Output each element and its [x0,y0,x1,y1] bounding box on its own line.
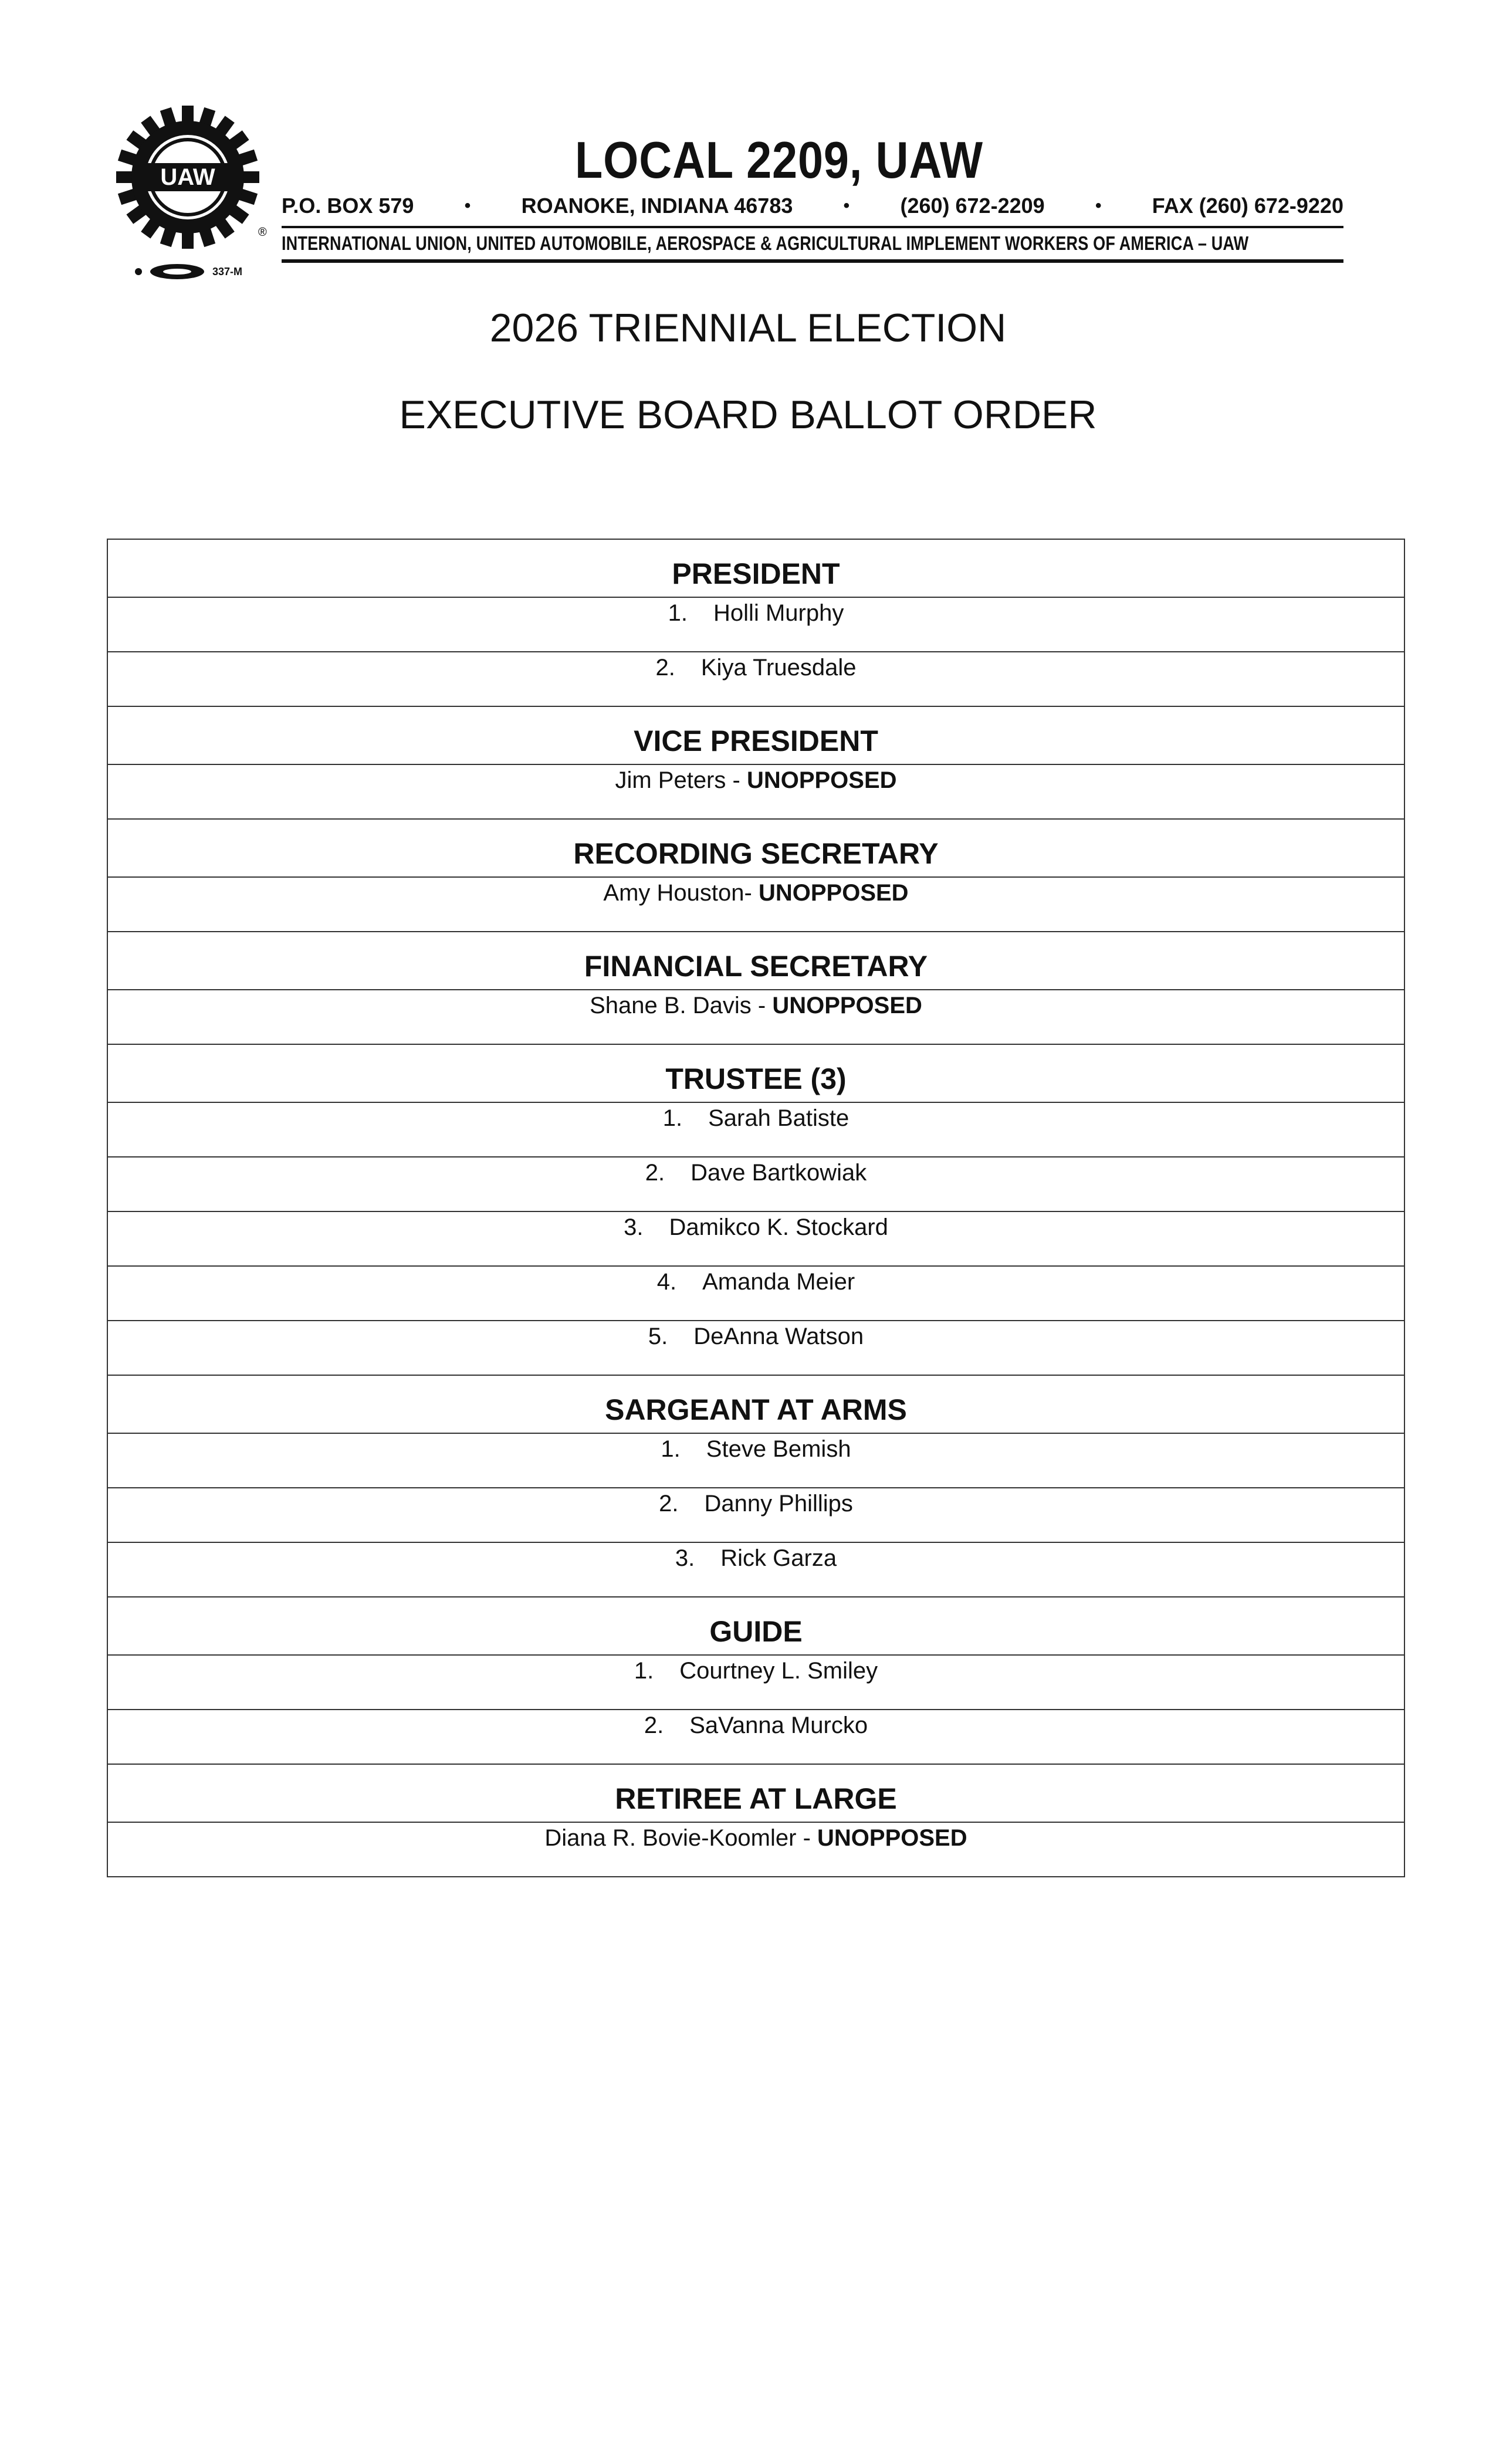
candidate-name: Damikco K. Stockard [669,1214,888,1240]
ballot-table [107,539,1405,1877]
candidate-name: SaVanna Murcko [689,1712,868,1738]
office-row [107,539,1404,597]
candidate-number: 4. [656,1269,677,1295]
candidate-cell [107,1211,1404,1266]
candidate-status: UNOPPOSED [772,993,922,1018]
candidate-row [107,1433,1404,1488]
candidate-cell [107,1266,1404,1321]
address: ROANOKE, INDIANA 46783 [521,194,793,218]
candidate-row [107,1211,1404,1266]
candidate-number: 1. [662,1105,683,1131]
letterhead [111,94,1343,293]
candidate-number: 3. [624,1214,644,1240]
office-title: SARGEANT AT ARMS [107,1375,1404,1433]
candidate-name: Rick Garza [720,1545,837,1571]
candidate-number: 1. [668,600,688,626]
candidate-name: Jim Peters - [615,767,747,793]
separator: • [1095,196,1102,215]
office-title: RECORDING SECRETARY [107,819,1404,877]
candidate-number: 1. [661,1436,681,1462]
letterhead-rule [282,259,1343,263]
office-row [107,1764,1404,1822]
po-box: P.O. BOX 579 [282,194,414,218]
office-row [107,932,1404,990]
candidate-row [107,652,1404,706]
candidate-cell [107,877,1404,932]
separator: • [843,196,850,215]
candidate-cell [107,990,1404,1044]
candidate-name: Kiya Truesdale [700,655,857,681]
candidate-row [107,877,1404,932]
candidate-row [107,1655,1404,1710]
candidate-number: 3. [675,1545,695,1571]
candidate-row [107,990,1404,1044]
union-bug-icon [150,264,204,279]
office-row [107,1375,1404,1433]
bullet-icon [135,268,142,275]
candidate-name: Diana R. Bovie-Koomler - [544,1825,817,1851]
candidate-name: Dave Bartkowiak [691,1160,867,1186]
candidate-row [107,1157,1404,1211]
office-title: RETIREE AT LARGE [107,1764,1404,1822]
uaw-logo [111,101,270,259]
office-title: PRESIDENT [107,539,1404,597]
candidate-status: UNOPPOSED [746,767,897,793]
candidate-cell [107,652,1404,706]
office-row [107,1044,1404,1102]
candidate-row [107,1710,1404,1764]
candidate-name: Steve Bemish [706,1436,851,1462]
union-label-code: 337-M [212,265,243,277]
office-row [107,819,1404,877]
fax: FAX (260) 672-9220 [1152,194,1343,218]
candidate-cell [107,1542,1404,1597]
candidate-row [107,764,1404,819]
union-label [135,264,242,279]
union-affiliation: INTERNATIONAL UNION, UNITED AUTOMOBILE, AEROSPACE & AGRICULTURAL IMPLEMENT WORKERS OF AMERICA – UAW [282,232,1249,254]
candidate-row [107,597,1404,652]
letterhead-rule [282,226,1343,228]
candidate-number: 2. [644,1712,664,1738]
candidate-row [107,1822,1404,1877]
document-subtitle: EXECUTIVE BOARD BALLOT ORDER [399,392,1097,437]
candidate-cell [107,1488,1404,1542]
office-title: FINANCIAL SECRETARY [107,932,1404,990]
candidate-cell [107,1710,1404,1764]
candidate-row [107,1488,1404,1542]
candidate-row [107,1542,1404,1597]
office-title: TRUSTEE (3) [107,1044,1404,1102]
office-title: GUIDE [107,1597,1404,1655]
office-row [107,1597,1404,1655]
candidate-number: 5. [648,1324,668,1349]
candidate-cell [107,764,1404,819]
candidate-name: Courtney L. Smiley [679,1658,878,1684]
candidate-name: Shane B. Davis - [590,993,773,1018]
candidate-name: Danny Phillips [704,1491,853,1517]
svg-text:®: ® [258,226,267,239]
candidate-number: 2. [645,1160,665,1186]
candidate-row [107,1321,1404,1375]
candidate-name: DeAnna Watson [693,1324,864,1349]
candidate-name: Amanda Meier [702,1269,855,1295]
office-row [107,706,1404,764]
candidate-name: Holli Murphy [713,600,844,626]
candidate-number: 2. [659,1491,679,1517]
document-title: 2026 TRIENNIAL ELECTION [489,306,1007,350]
candidate-number: 1. [634,1658,654,1684]
separator: • [464,196,471,215]
svg-text:UAW: UAW [160,164,215,190]
candidate-cell [107,1433,1404,1488]
candidate-name: Sarah Batiste [708,1105,849,1131]
candidate-cell [107,1655,1404,1710]
candidate-cell [107,1321,1404,1375]
candidate-cell [107,1822,1404,1877]
candidate-cell [107,1102,1404,1157]
local-name: LOCAL 2209, UAW [575,131,983,189]
candidate-row [107,1266,1404,1321]
phone: (260) 672-2209 [900,194,1045,218]
candidate-cell [107,1157,1404,1211]
contact-row [282,194,1343,218]
candidate-row [107,1102,1404,1157]
candidate-status: UNOPPOSED [817,1825,967,1851]
candidate-cell [107,597,1404,652]
candidate-name: Amy Houston- [603,880,759,906]
office-title: VICE PRESIDENT [107,706,1404,764]
candidate-number: 2. [655,655,675,681]
candidate-status: UNOPPOSED [758,880,909,906]
